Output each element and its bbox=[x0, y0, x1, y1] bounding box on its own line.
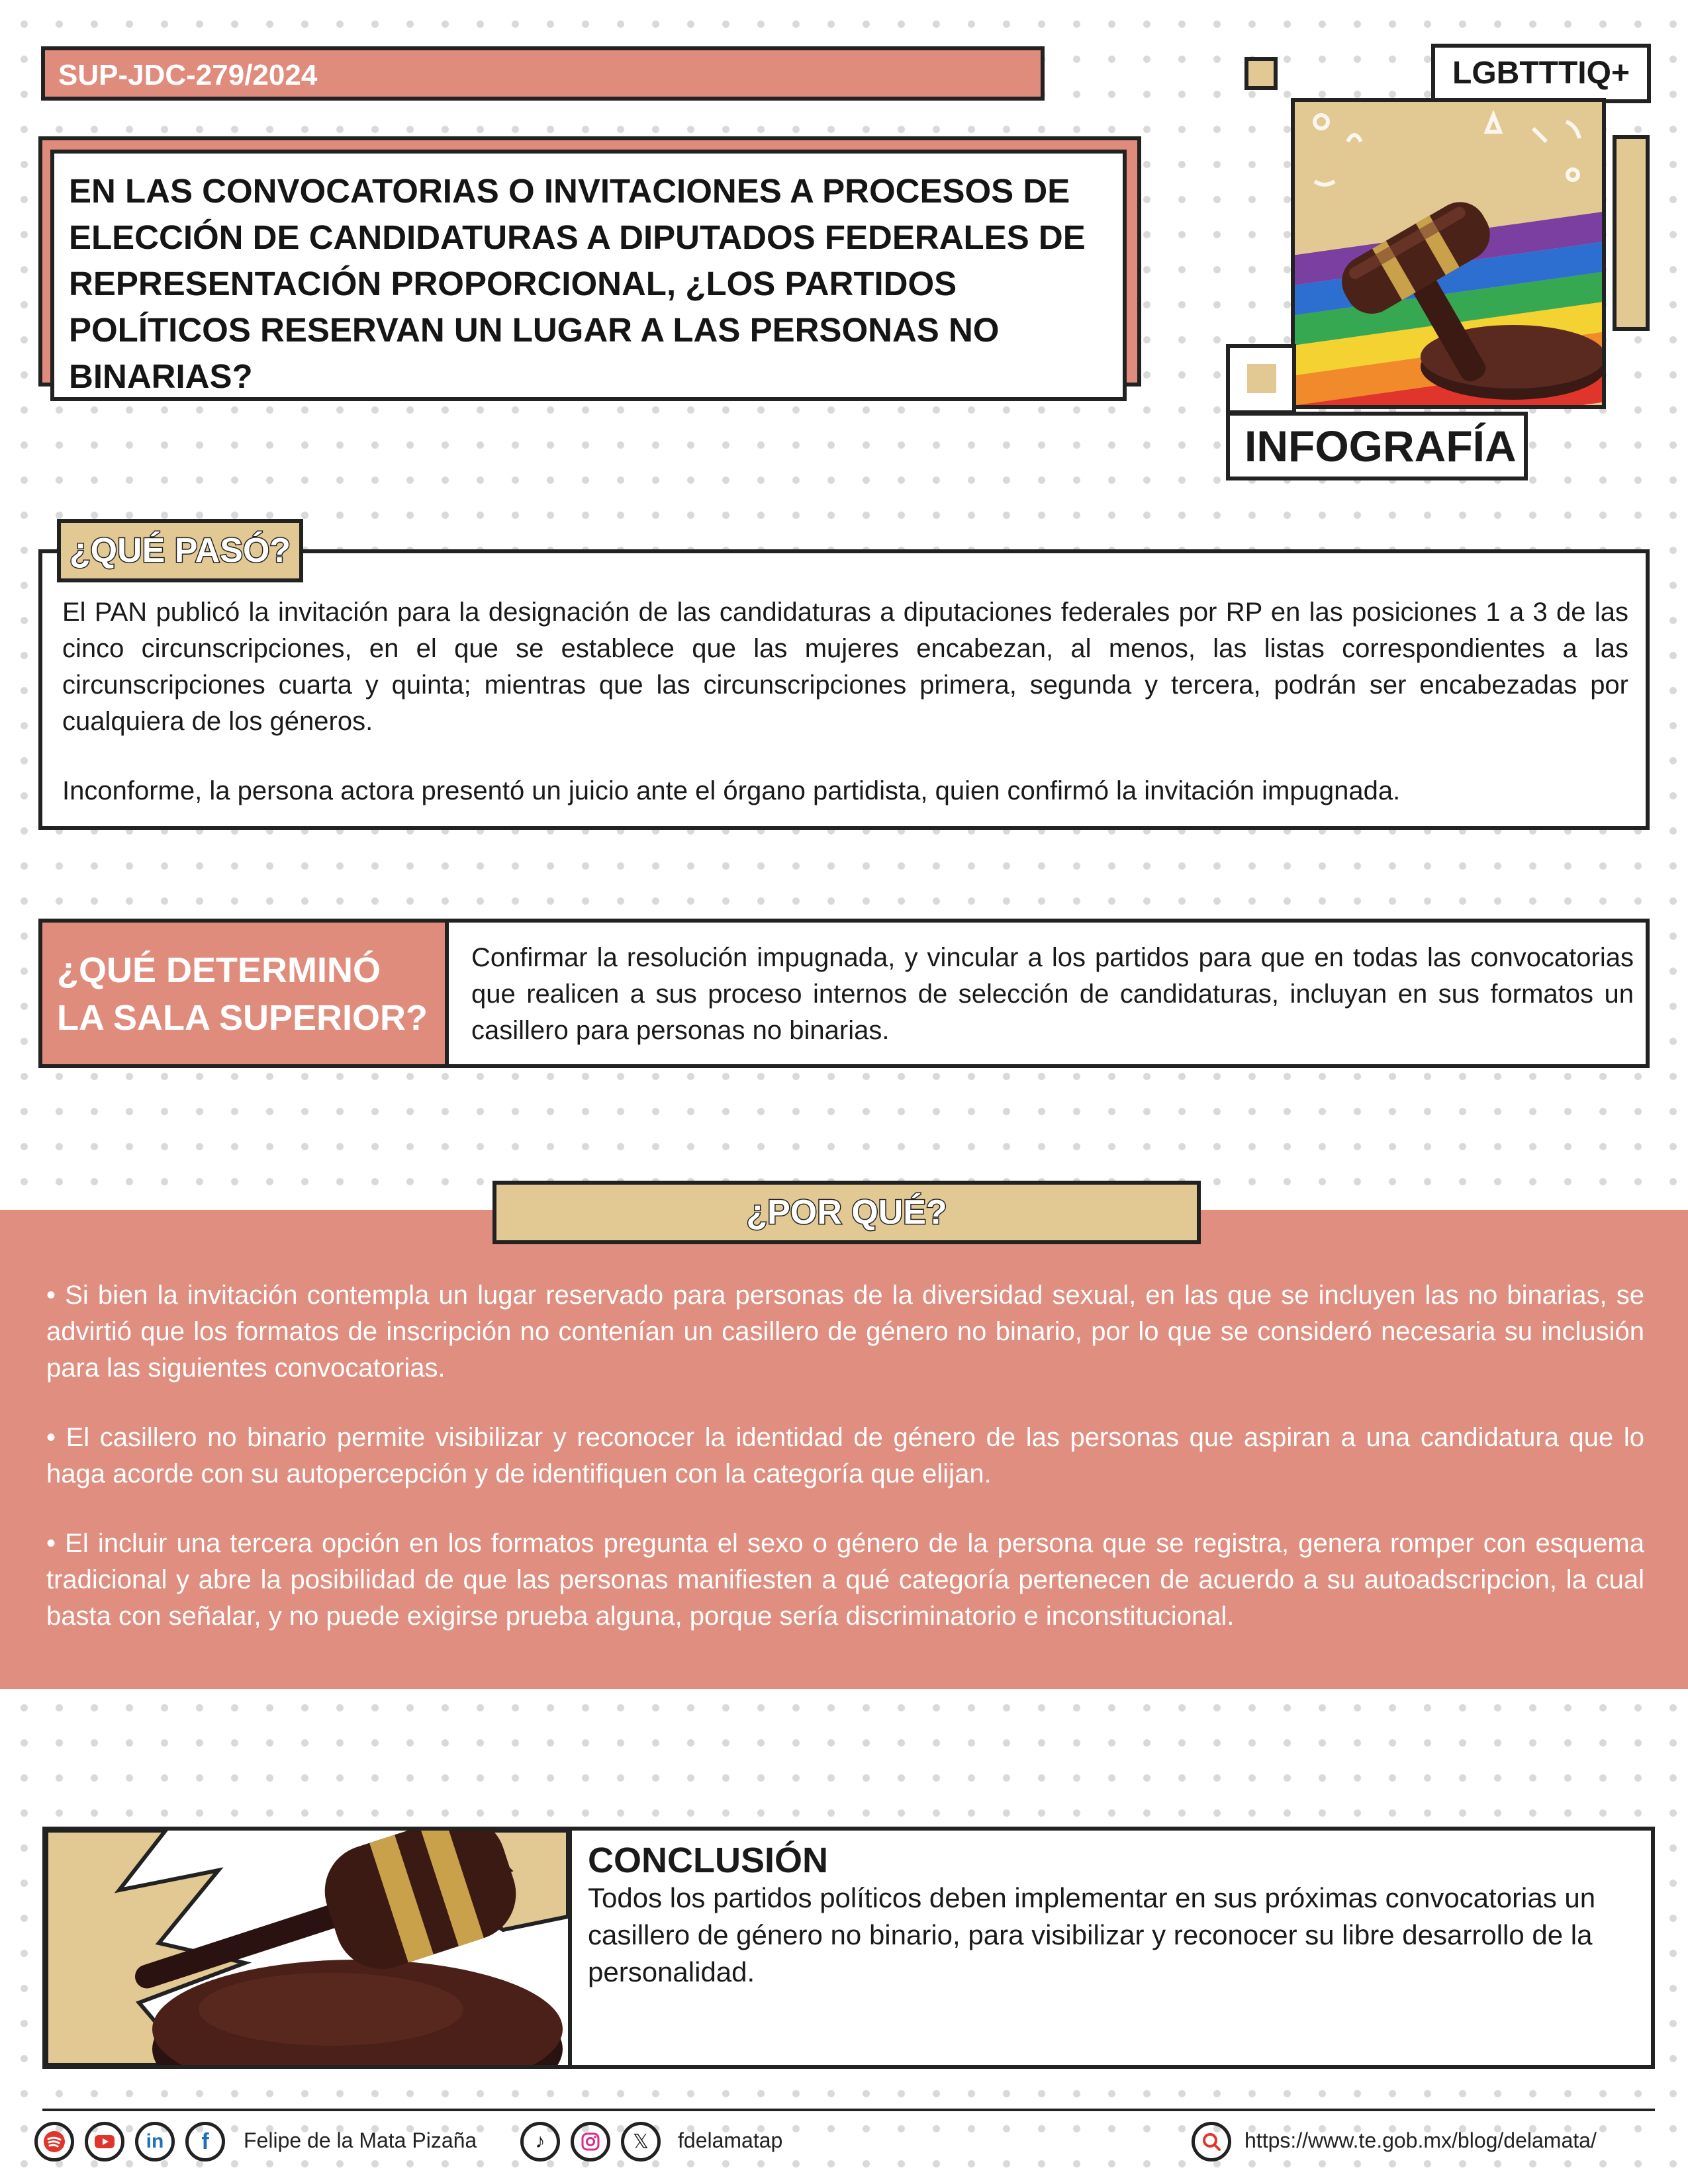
decor-square bbox=[1247, 364, 1276, 393]
decision-heading-line-1: ¿QUÉ DETERMINÓ bbox=[57, 950, 381, 990]
social-handle: fdelamatap bbox=[678, 2128, 783, 2152]
tiktok-icon[interactable]: ♪ bbox=[520, 2122, 560, 2161]
what-happened-paragraph-1: El PAN publicó la invitación para la designación de las candidaturas a diputaciones federales por RP en las posiciones 1 a 3 de las cinco circunscripciones, en el que se establece que las mujeres encabezan, al menos, las listas correspondientes a las circunscripciones cuarta y quinta; mientras que las circunscripciones primera, segunda y tercera, podrán ser encabezadas por cualquiera de los géneros. bbox=[62, 598, 1628, 736]
conclusion-title: CONCLUSIÓN bbox=[588, 1841, 828, 1880]
reason-item-2: • El casillero no binario permite visibilizar y reconocer la identidad de género de las personas que aspiran a una candidatura que lo haga acorde con su autopercepción y de identifiquen con la categoría que elijan. bbox=[46, 1423, 1644, 1488]
conclusion-text: Todos los partidos políticos deben implementar en sus próximas convocatorias un casillero de género no binario, para visibilizar y reconocer su libre desarrollo de la personalidad. bbox=[588, 1882, 1596, 1987]
decor-bar bbox=[1613, 135, 1650, 331]
gavel-rainbow-illustration bbox=[1295, 102, 1602, 405]
decor-square bbox=[1244, 57, 1278, 90]
gavel-image bbox=[42, 1827, 572, 2069]
reason-item-1: • Si bien la invitación contempla un lugar reservado para personas de la diversidad sexual, en las que se incluyen las no binarias, se advirtió que los formatos de inscripción no contenían un casillero de género no binario, por lo que se consideró necesaria su inclusión para las siguientes convocatorias. bbox=[46, 1281, 1644, 1383]
linkedin-icon[interactable]: in bbox=[135, 2122, 175, 2161]
decision-heading-line-2: LA SALA SUPERIOR? bbox=[57, 998, 428, 1038]
facebook-icon[interactable]: f bbox=[185, 2122, 225, 2161]
case-number-tag: SUP-JDC-279/2024 bbox=[41, 46, 1045, 101]
instagram-icon[interactable] bbox=[571, 2122, 610, 2161]
what-happened-paragraph-2: Inconforme, la persona actora presentó un juicio ante el órgano partidista, quien confirmó la invitación impugnada. bbox=[62, 776, 1401, 805]
infographic-label: INFOGRAFÍA bbox=[1226, 412, 1528, 480]
footer-divider bbox=[42, 2109, 1655, 2111]
gavel-illustration bbox=[46, 1831, 568, 2065]
reason-item-3: • El incluir una tercera opción en los formatos pregunta el sexo o género de la persona que se registra, genera romper con esquema tradicional y abre la posibilidad de que las personas manifiesten a qué categoría pertenecen de acuerdo a su autoadscripcion, la cual basta con señalar, y no puede exigirse prueba alguna, porque sería discriminatorio e inconstitucional. bbox=[46, 1529, 1644, 1631]
spotify-icon[interactable] bbox=[34, 2122, 74, 2161]
category-tag: LGBTTTIQ+ bbox=[1431, 44, 1651, 103]
author-name: Felipe de la Mata Pizaña bbox=[244, 2128, 477, 2152]
decision-heading bbox=[38, 919, 449, 1068]
blog-url-link[interactable]: https://www.te.gob.mx/blog/delamata/ bbox=[1244, 2128, 1597, 2152]
title-box bbox=[50, 150, 1127, 401]
what-happened-heading: ¿QUÉ PASÓ? bbox=[57, 519, 303, 582]
reasons-heading: ¿POR QUÉ? bbox=[492, 1181, 1201, 1244]
gavel-rainbow-image bbox=[1291, 98, 1606, 409]
decision-text: Confirmar la resolución impugnada, y vincular a los partidos para que en todas las convocatorias que realicen a sus proceso internos de selección de candidaturas, incluyan en sus formatos un casillero para personas no binarias. bbox=[471, 943, 1634, 1045]
what-happened-section bbox=[38, 549, 1650, 830]
x-icon[interactable]: 𝕏 bbox=[621, 2122, 661, 2161]
search-icon[interactable] bbox=[1192, 2122, 1231, 2161]
youtube-icon[interactable] bbox=[85, 2122, 124, 2161]
page-title: EN LAS CONVOCATORIAS O INVITACIONES A PROCESOS DE ELECCIÓN DE CANDIDATURAS A DIPUTADOS FEDERALES DE REPRESENTACIÓN PROPORCIONAL, ¿LOS PARTIDOS POLÍTICOS RESERVAN UN LUGAR A LAS PERSONAS NO BINARIAS? bbox=[69, 172, 1086, 395]
reasons-list bbox=[46, 1277, 1644, 1635]
